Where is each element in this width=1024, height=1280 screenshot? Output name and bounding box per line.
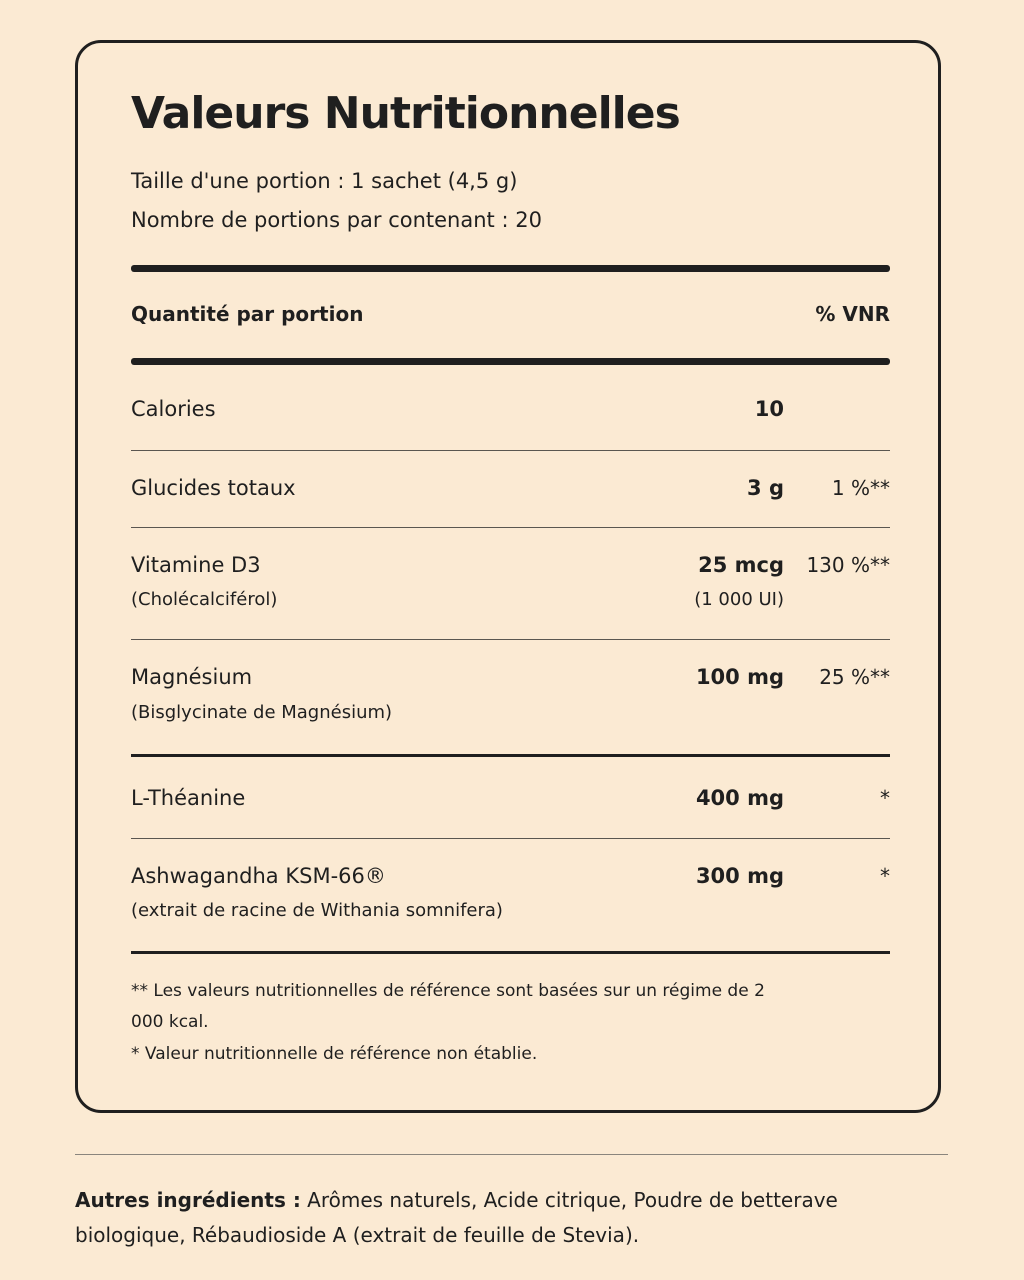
nutrient-amount: 400 mg	[695, 786, 784, 810]
divider-thick	[131, 265, 890, 272]
other-ingredients-text: Arômes naturels, Acide citrique, Poudre de betterave biologique, Rébaudioside A (extrait de feuille de Stevia).	[75, 1188, 838, 1247]
nutrient-dv: 25 %**	[819, 665, 890, 689]
other-ingredients-label: Autres ingrédients :	[75, 1188, 301, 1212]
nutrient-dv: 130 %**	[806, 553, 890, 577]
nutrient-subname: (extrait de racine de Withania somnifera)	[131, 900, 503, 921]
divider-thick	[131, 358, 890, 365]
divider-medium	[131, 951, 890, 954]
nutrient-name: Vitamine D3	[131, 553, 261, 577]
nutrient-name: Ashwagandha KSM-66®	[131, 864, 386, 888]
nutrient-name: Glucides totaux	[131, 476, 296, 500]
nutrient-name: L-Théanine	[131, 786, 246, 810]
nutrient-amount: 10	[754, 397, 784, 421]
nutrient-amount-sub: (1 000 UI)	[694, 589, 784, 610]
nutrient-amount: 300 mg	[695, 864, 784, 888]
servings-per-container: Nombre de portions par contenant : 20	[131, 208, 542, 232]
dv-header: % VNR	[815, 302, 890, 326]
section-divider	[75, 1154, 948, 1155]
divider-thin	[131, 527, 890, 528]
nutrient-subname: (Cholécalciférol)	[131, 589, 278, 610]
serving-size: Taille d'une portion : 1 sachet (4,5 g)	[131, 169, 518, 193]
nutrient-amount: 3 g	[747, 476, 784, 500]
nutrient-subname: (Bisglycinate de Magnésium)	[131, 702, 393, 723]
footnote-dv-not-established: * Valeur nutritionnelle de référence non établie.	[131, 1044, 538, 1064]
nutrient-dv: *	[880, 864, 890, 888]
nutrient-dv: 1 %**	[831, 476, 890, 500]
divider-medium	[131, 754, 890, 757]
divider-thin	[131, 639, 890, 640]
footnote-dv-reference: ** Les valeurs nutritionnelles de référence sont basées sur un régime de 2	[131, 981, 765, 1001]
nutrient-amount: 100 mg	[695, 665, 784, 689]
footnote-dv-reference-cont: 000 kcal.	[131, 1012, 209, 1032]
divider-thin	[131, 838, 890, 839]
nutrient-dv: *	[880, 786, 890, 810]
amount-per-serving-header: Quantité par portion	[131, 302, 364, 326]
other-ingredients	[75, 1183, 935, 1253]
nutrient-name: Calories	[131, 397, 216, 421]
nutrient-name: Magnésium	[131, 665, 253, 689]
panel-title: Valeurs Nutritionnelles	[131, 88, 680, 139]
divider-thin	[131, 450, 890, 451]
nutrient-amount: 25 mcg	[698, 553, 784, 577]
